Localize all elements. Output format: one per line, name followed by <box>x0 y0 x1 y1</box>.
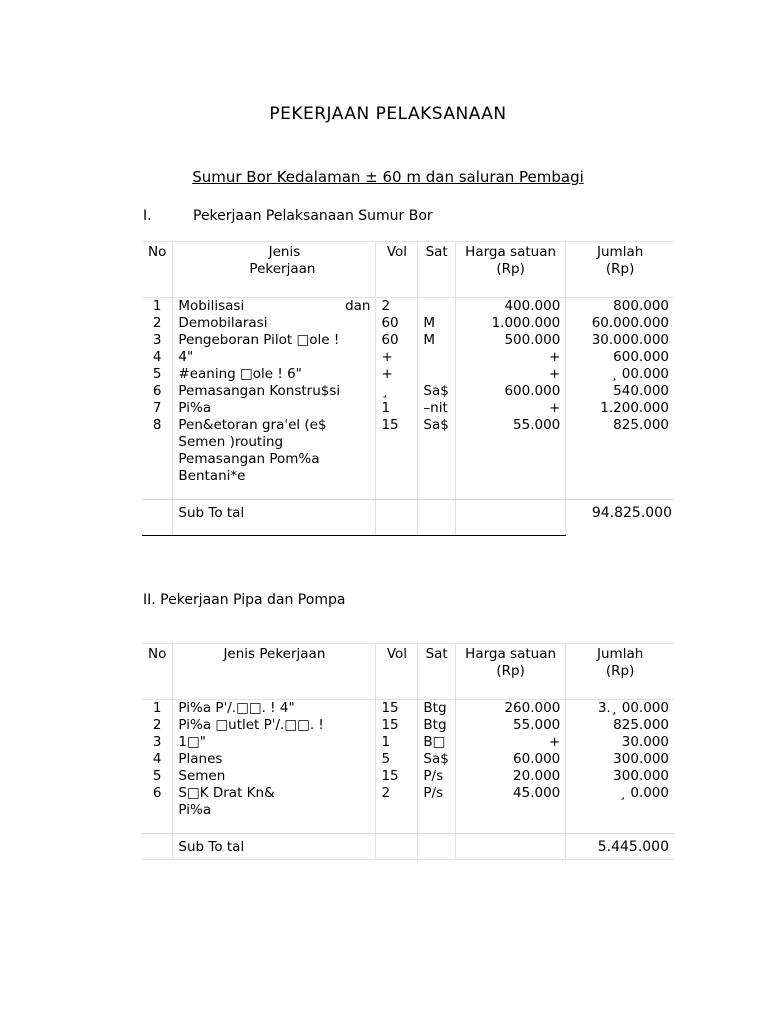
header-vol: Vol <box>376 644 418 700</box>
row-no: 2 <box>152 315 162 331</box>
row-job: #eaning □ole ! 6" <box>173 366 376 383</box>
row-sat: Btg <box>418 717 456 734</box>
row-job: Pen&etoran graˈel (e$ Semen )routing Pemasangan Pom%a Bentani*e <box>173 417 376 485</box>
table-row <box>142 332 674 349</box>
subtotal-row <box>142 834 674 860</box>
table-row <box>142 785 674 819</box>
row-price: 600.000 <box>455 383 565 400</box>
row-job: Pi%a Pˈ/.□□. ! 4" <box>173 700 376 718</box>
header-amount: Jumlah (Rp) <box>566 242 674 298</box>
table-row <box>142 717 674 734</box>
row-price: 500.000 <box>455 332 565 349</box>
row-sat: –nit <box>418 400 456 417</box>
row-price: 55.000 <box>455 717 565 734</box>
row-vol: 60 <box>376 332 418 349</box>
subtotal-label: Sub To tal <box>173 500 376 536</box>
section-2-number: II. <box>143 592 156 608</box>
row-sat: P/s <box>418 785 456 819</box>
row-sat: M <box>418 332 456 349</box>
row-sat <box>418 366 456 383</box>
row-no: 4 <box>152 751 162 767</box>
row-no: 6 <box>152 383 162 399</box>
row-amount: 3.¸ 00.000 <box>566 700 674 718</box>
header-job-line1: Jenis <box>268 244 301 260</box>
table-pipa-pompa <box>142 643 674 860</box>
row-price: 20.000 <box>455 768 565 785</box>
row-vol: + <box>376 349 418 366</box>
row-vol: 5 <box>376 751 418 768</box>
row-amount: ¸ 00.000 <box>566 366 674 383</box>
header-amount: Jumlah (Rp) <box>566 644 674 700</box>
row-vol: 2 <box>376 298 418 316</box>
table-row <box>142 417 674 485</box>
row-vol: 15 <box>376 768 418 785</box>
document-subtitle: Sumur Bor Kedalaman ± 60 m dan saluran Pembagi <box>192 168 584 186</box>
row-price: + <box>455 734 565 751</box>
row-job-extra: dan <box>345 298 371 314</box>
row-sat: Sa$ <box>418 383 456 400</box>
subtotal-value: 94.825.000 <box>566 500 674 536</box>
row-no: 2 <box>152 717 162 733</box>
row-vol: 15 <box>376 717 418 734</box>
table-row <box>142 768 674 785</box>
row-amount: 825.000 <box>566 717 674 734</box>
table-header-row <box>142 644 674 700</box>
table-row <box>142 349 674 366</box>
row-amount: ¸ 0.000 <box>566 785 674 819</box>
table-row <box>142 400 674 417</box>
row-job: S□K Drat Kn& Pi%a <box>173 785 376 819</box>
row-job-text: Mobilisasi <box>178 298 245 314</box>
row-job: 4" <box>173 349 376 366</box>
row-sat: Sa$ <box>418 751 456 768</box>
header-price: Harga satuan (Rp) <box>455 242 565 298</box>
header-sat: Sat <box>418 242 456 298</box>
row-amount: 540.000 <box>566 383 674 400</box>
row-amount: 1.200.000 <box>566 400 674 417</box>
table-row <box>142 734 674 751</box>
row-amount: 60.000.000 <box>566 315 674 332</box>
row-amount: 300.000 <box>566 751 674 768</box>
row-job: Demobilarasi <box>173 315 376 332</box>
row-job: Pemasangan Konstru$si <box>173 383 376 400</box>
header-no: No <box>142 644 173 700</box>
row-job: Pi%a □utlet Pˈ/.□□. ! <box>173 717 376 734</box>
row-no: 6 <box>152 785 162 801</box>
subtotal-value: 5.445.000 <box>566 834 674 860</box>
row-job: 1□" <box>173 734 376 751</box>
row-vol: + <box>376 366 418 383</box>
row-vol: ¸ <box>376 383 418 400</box>
table-spacer-row <box>142 819 674 834</box>
row-vol: 15 <box>376 700 418 718</box>
row-no: 8 <box>152 417 162 433</box>
header-price: Harga satuan (Rp) <box>455 644 565 700</box>
row-amount: 300.000 <box>566 768 674 785</box>
subtotal-row <box>142 500 674 536</box>
row-sat <box>418 298 456 316</box>
row-sat: P/s <box>418 768 456 785</box>
row-sat: B□ <box>418 734 456 751</box>
row-no: 7 <box>152 400 162 416</box>
row-vol: 1 <box>376 734 418 751</box>
row-no: 3 <box>152 734 162 750</box>
row-job <box>173 298 376 316</box>
row-amount: 30.000 <box>566 734 674 751</box>
row-price: + <box>455 400 565 417</box>
section-2-heading <box>143 592 345 608</box>
row-price: 45.000 <box>455 785 565 819</box>
table-row <box>142 700 674 718</box>
section-1-number: I. <box>143 208 152 224</box>
document-title: PEKERJAAN PELAKSANAAN <box>269 104 507 124</box>
row-amount: 800.000 <box>566 298 674 316</box>
header-job: Jenis Pekerjaan <box>173 644 376 700</box>
subtotal-label: Sub To tal <box>173 834 376 860</box>
row-price: + <box>455 366 565 383</box>
header-job-line2: Pekerjaan <box>249 261 316 277</box>
row-price: 1.000.000 <box>455 315 565 332</box>
row-no: 5 <box>152 768 162 784</box>
row-price: 55.000 <box>455 417 565 485</box>
table-row <box>142 383 674 400</box>
table-row <box>142 315 674 332</box>
row-job: Planes <box>173 751 376 768</box>
row-vol: 15 <box>376 417 418 485</box>
header-sat: Sat <box>418 644 456 700</box>
row-job: Pi%a <box>173 400 376 417</box>
row-no: 1 <box>152 298 162 314</box>
row-job: Pengeboran Pilot □ole ! <box>173 332 376 349</box>
row-amount: 600.000 <box>566 349 674 366</box>
header-vol: Vol <box>376 242 418 298</box>
table-row <box>142 366 674 383</box>
row-vol: 60 <box>376 315 418 332</box>
table-header-row <box>142 242 674 298</box>
header-job <box>173 242 376 298</box>
table-row <box>142 751 674 768</box>
row-amount: 30.000.000 <box>566 332 674 349</box>
row-no: 3 <box>152 332 162 348</box>
row-sat: Sa$ <box>418 417 456 485</box>
row-price: 260.000 <box>455 700 565 718</box>
row-no: 4 <box>152 349 162 365</box>
row-price: 60.000 <box>455 751 565 768</box>
row-price: + <box>455 349 565 366</box>
row-job: Semen <box>173 768 376 785</box>
row-sat <box>418 349 456 366</box>
row-price: 400.000 <box>455 298 565 316</box>
section-1-title: Pekerjaan Pelaksanaan Sumur Bor <box>193 208 433 224</box>
row-sat: M <box>418 315 456 332</box>
row-vol: 2 <box>376 785 418 819</box>
table-spacer-row <box>142 485 674 500</box>
section-2-title: Pekerjaan Pipa dan Pompa <box>160 592 346 608</box>
header-no: No <box>142 242 173 298</box>
row-no: 5 <box>152 366 162 382</box>
row-sat: Btg <box>418 700 456 718</box>
row-no: 1 <box>152 700 162 716</box>
table-sumur-bor <box>142 241 674 536</box>
row-amount: 825.000 <box>566 417 674 485</box>
table-row <box>142 298 674 316</box>
row-vol: 1 <box>376 400 418 417</box>
